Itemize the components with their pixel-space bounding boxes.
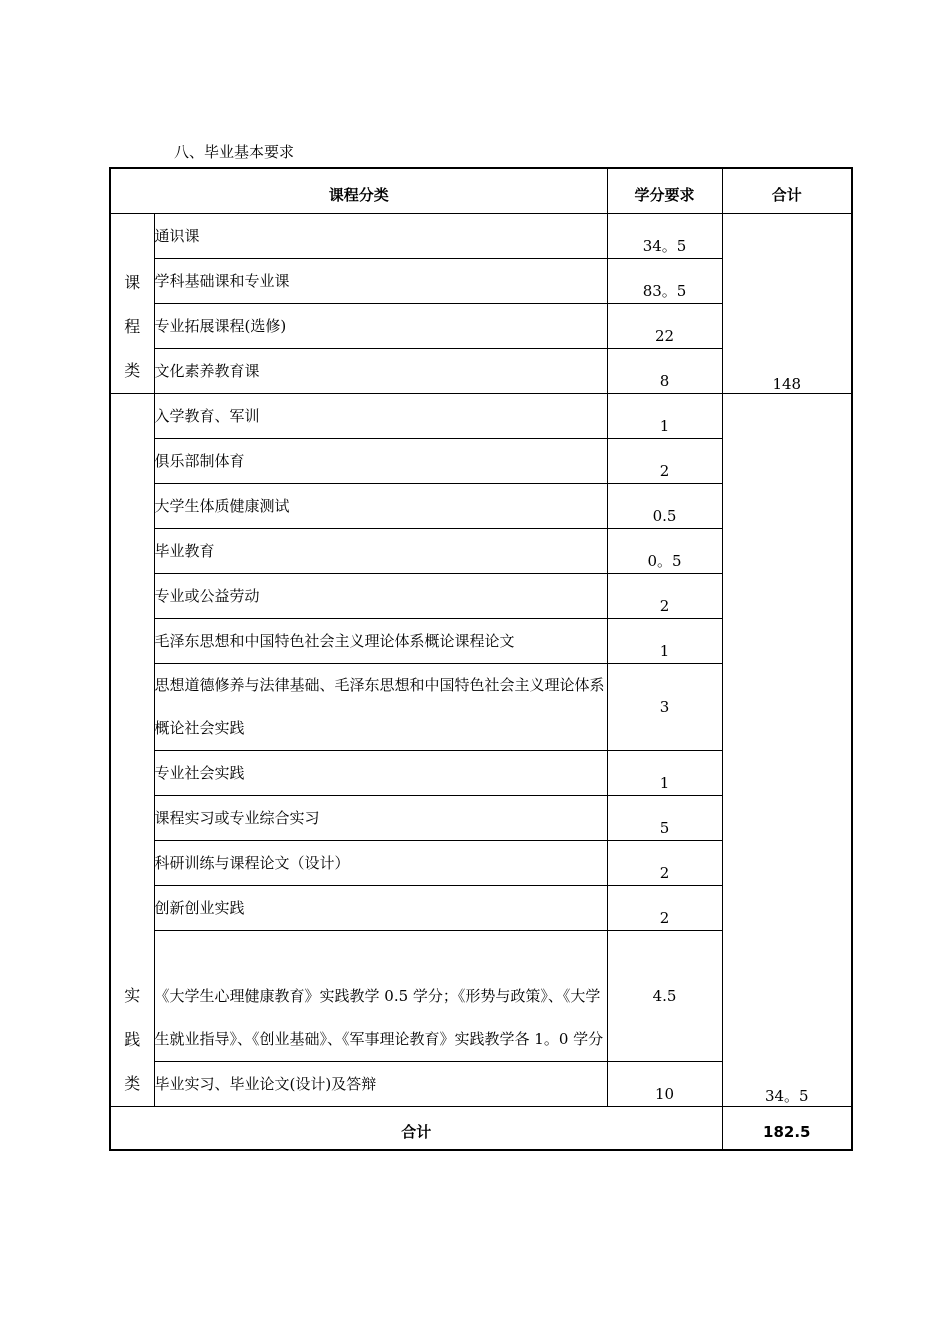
item-credits: 5	[607, 795, 722, 840]
item-credits: 0.5	[607, 483, 722, 528]
item-name: 创新创业实践	[154, 885, 607, 930]
item-name: 毛泽东思想和中国特色社会主义理论体系概论课程论文	[154, 618, 607, 663]
item-credits: 2	[607, 840, 722, 885]
item-credits: 34。5	[607, 213, 722, 258]
item-name: 《大学生心理健康教育》实践教学 0.5 学分；《形势与政策》、《大学生就业指导》、《创业基础》、《军事理论教育》实践教学各 1。0 学分	[154, 930, 607, 1061]
table-row	[110, 213, 852, 258]
table-header-row	[110, 168, 852, 213]
item-credits: 3	[607, 663, 722, 750]
item-name: 课程实习或专业综合实习	[154, 795, 607, 840]
item-name: 专业社会实践	[154, 750, 607, 795]
group-subtotal-course: 148	[722, 213, 852, 393]
header-total: 合计	[722, 168, 852, 213]
item-name: 专业拓展课程(选修)	[154, 303, 607, 348]
total-value: 182.5	[722, 1106, 852, 1150]
item-name: 学科基础课和专业课	[154, 258, 607, 303]
group-label-practice: 实 践 类	[110, 393, 154, 1106]
item-credits: 4.5	[607, 930, 722, 1061]
item-credits: 83。5	[607, 258, 722, 303]
item-name: 专业或公益劳动	[154, 573, 607, 618]
item-credits: 2	[607, 438, 722, 483]
item-credits: 8	[607, 348, 722, 393]
item-name: 思想道德修养与法律基础、毛泽东思想和中国特色社会主义理论体系概论社会实践	[154, 663, 607, 750]
item-credits: 0。5	[607, 528, 722, 573]
group-subtotal-practice: 34。5	[722, 393, 852, 1106]
item-credits: 2	[607, 885, 722, 930]
group-label-course: 课 程 类	[110, 213, 154, 393]
item-name: 毕业实习、毕业论文(设计)及答辩	[154, 1061, 607, 1106]
item-name: 通识课	[154, 213, 607, 258]
section-heading: 八、毕业基本要求	[174, 143, 295, 161]
total-row	[110, 1106, 852, 1150]
item-name: 毕业教育	[154, 528, 607, 573]
item-name: 入学教育、军训	[154, 393, 607, 438]
item-credits: 10	[607, 1061, 722, 1106]
header-credits: 学分要求	[607, 168, 722, 213]
item-credits: 1	[607, 750, 722, 795]
item-name: 大学生体质健康测试	[154, 483, 607, 528]
item-credits: 1	[607, 393, 722, 438]
item-credits: 1	[607, 618, 722, 663]
item-name: 文化素养教育课	[154, 348, 607, 393]
item-name: 俱乐部制体育	[154, 438, 607, 483]
table-row	[110, 393, 852, 438]
graduation-requirements-table	[109, 167, 853, 1151]
header-category: 课程分类	[110, 168, 607, 213]
item-name: 科研训练与课程论文（设计）	[154, 840, 607, 885]
item-credits: 22	[607, 303, 722, 348]
item-credits: 2	[607, 573, 722, 618]
total-label: 合计	[110, 1106, 722, 1150]
